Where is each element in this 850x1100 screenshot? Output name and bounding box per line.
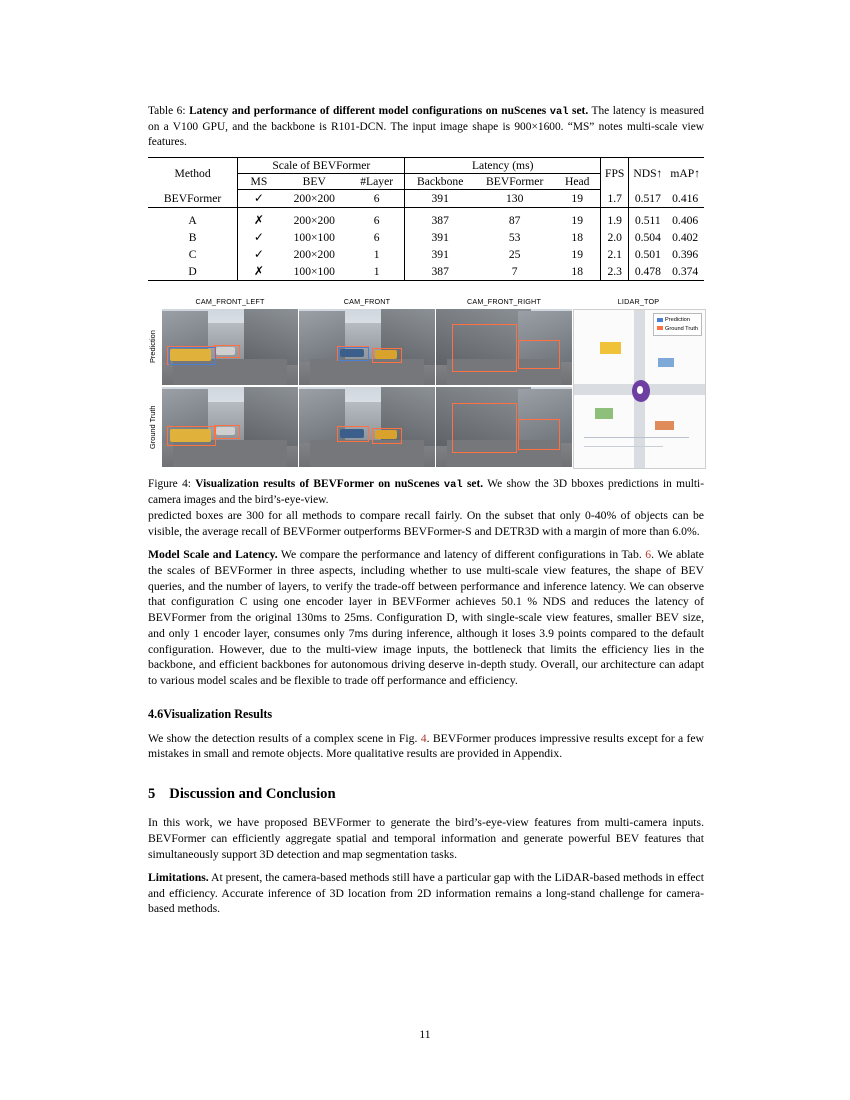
page-number: 11 bbox=[419, 1028, 431, 1041]
paragraph-text-a: We show the detection results of a complex scene in Fig. bbox=[148, 731, 421, 745]
cell-head: 19 bbox=[554, 190, 600, 208]
cell-method: BEVFormer bbox=[148, 190, 238, 208]
figure4-col-header-cam-front-left: CAM_FRONT_LEFT bbox=[195, 297, 265, 307]
figure4-image-pred-cam-front-left bbox=[162, 309, 298, 385]
cell-bevformer: 130 bbox=[475, 190, 555, 208]
cell-map: 0.396 bbox=[672, 248, 699, 262]
table6-header-nds: NDS↑ bbox=[629, 158, 667, 190]
cell-fps: 2.0 bbox=[601, 229, 629, 246]
cell-backbone: 391 bbox=[405, 246, 475, 263]
section-number-4-6: 4.6 bbox=[148, 706, 164, 721]
table-row bbox=[148, 229, 704, 246]
table6-header-map: mAP↑ bbox=[666, 158, 704, 190]
paragraph-recall: predicted boxes are 300 for all methods to compare recall fairly. On the subset that only 0-40% of objects can be visible, the average recall of BEVFormer outperforms BEVFormer-S and DETR3D with a margin of more than 6.0%. bbox=[148, 509, 704, 538]
figure4-caption-prefix: Figure 4: bbox=[148, 478, 196, 491]
cell-layer: 6 bbox=[349, 190, 405, 208]
cell-head: 19 bbox=[571, 248, 584, 262]
table6-header-row-1 bbox=[148, 158, 704, 174]
paragraph-visualization bbox=[148, 731, 704, 762]
paragraph-text-b: . BEVFormer produces impressive results except for a few mistakes in small and remote objects. More qualitative results are provided in Appendix. bbox=[148, 731, 704, 761]
table6-caption-mono: val bbox=[549, 106, 569, 118]
table6-header-bevformer: BEVFormer bbox=[475, 174, 555, 190]
paragraph-text-b: . We ablate the scales of BEVFormer in three aspects, including whether to use multi-scale view features, the shape of BEV queries, and the number of layers, to verify the trade-off between performance and inference latency. We can observe that configuration C using one encoder layer in BEVFormer achieves 50.1 % NDS and reduces the latency of BEVFormer from the original 130ms to 25ms. Configuration D, with single-scale view features, smaller BEV size, and only 1 encoder layer, consumes only 7ms during inference, although it loses 3.9 points compared to the default configuration. However, due to the multi-view image inputs, the bottleneck that limits the efficiency lies in the backbone, and efficient backbones for autonomous driving deserve in-depth study. Overall, our architecture can adapt to various model scales and be flexible to trade off performance and efficiency. bbox=[148, 548, 704, 687]
page-content bbox=[148, 104, 704, 925]
figure4-image-gt-cam-front-left bbox=[162, 387, 298, 467]
figure4-image-gt-cam-front-right bbox=[436, 387, 572, 467]
figure4-caption-bold: Visualization results of BEVFormer on nuScenes bbox=[195, 478, 444, 491]
cell-ms: ✓ bbox=[238, 190, 280, 208]
cell-method: B bbox=[188, 231, 197, 245]
paragraph-text-a: We compare the performance and latency of different configurations in Tab. bbox=[277, 548, 646, 562]
cell-backbone: 387 bbox=[405, 263, 475, 281]
cell-method: A bbox=[188, 214, 197, 228]
table6-header-latency-group: Latency (ms) bbox=[405, 158, 601, 174]
figure4-lidar-bev-view bbox=[573, 309, 706, 469]
table6-caption-rest: The latency is measured on a V100 GPU, and the backbone is R101-DCN. The input image shape is 900×1600. “MS” notes multi-scale view features. bbox=[148, 105, 704, 148]
table-row bbox=[148, 263, 704, 281]
cell-method: D bbox=[148, 263, 238, 281]
figure4-image-gt-cam-front bbox=[299, 387, 435, 467]
paragraph-conclusion: In this work, we have proposed BEVFormer to generate the bird’s-eye-view features from multi-camera inputs. BEVFormer can efficiently aggregate spatial and temporal information and generate powerful BEV features that simultaneously support 3D detection and map segmentation tasks. bbox=[148, 816, 704, 861]
cell-nds: 0.517 bbox=[629, 190, 667, 208]
section-heading-5 bbox=[148, 786, 704, 803]
cell-bevformer: 53 bbox=[508, 231, 521, 245]
table6-header-bev: BEV bbox=[280, 174, 349, 190]
cell-bev: 200×200 bbox=[293, 214, 335, 228]
cell-nds: 0.501 bbox=[629, 246, 667, 263]
table6-header-backbone: Backbone bbox=[405, 174, 475, 190]
cell-bev: 200×200 bbox=[280, 190, 349, 208]
figure4-image-pred-cam-front-right bbox=[436, 309, 572, 385]
cell-bevformer: 7 bbox=[475, 263, 555, 281]
cell-layer: 6 bbox=[373, 231, 380, 245]
legend-item-prediction bbox=[657, 316, 698, 324]
cell-ms: ✗ bbox=[238, 263, 280, 281]
table6-caption-bold: Latency and performance of different model configurations on nuScenes bbox=[189, 105, 550, 117]
legend-label-ground-truth: Ground Truth bbox=[665, 325, 698, 332]
figure4-row-label-ground-truth: Ground Truth bbox=[148, 405, 157, 449]
cell-fps: 1.9 bbox=[601, 208, 629, 230]
legend-label-prediction: Prediction bbox=[665, 317, 690, 324]
figure4-caption-mono: val bbox=[443, 479, 463, 492]
cell-map: 0.374 bbox=[666, 263, 704, 281]
table6 bbox=[148, 157, 704, 281]
cell-bev: 100×100 bbox=[280, 263, 349, 281]
table6-header-ms: MS bbox=[238, 174, 280, 190]
figure4-row-label-prediction: Prediction bbox=[148, 330, 157, 364]
paragraph-limitations bbox=[148, 870, 704, 917]
legend-item-ground-truth bbox=[657, 325, 698, 333]
cell-map: 0.416 bbox=[666, 190, 704, 208]
paragraph-text-limitations: At present, the camera-based methods still have a particular gap with the LiDAR-based methods in effect and efficiency. Accurate inference of 3D location from 2D information remains a long-stand challenge for camera-based methods. bbox=[148, 870, 704, 916]
paragraph-lead-limitations: Limitations. bbox=[148, 870, 209, 884]
figure4 bbox=[148, 297, 704, 508]
table6-caption-bold2: set. bbox=[568, 105, 589, 117]
figure4-col-header-cam-front-right: CAM_FRONT_RIGHT bbox=[466, 297, 542, 307]
cell-fps: 1.7 bbox=[601, 190, 629, 208]
table-row bbox=[148, 190, 704, 208]
cell-map: 0.406 bbox=[672, 214, 699, 228]
figure4-image-pred-cam-front bbox=[299, 309, 435, 385]
cell-layer: 1 bbox=[373, 248, 380, 262]
cell-head: 18 bbox=[554, 263, 600, 281]
table6-header-method: Method bbox=[148, 158, 238, 190]
section-title-5: Discussion and Conclusion bbox=[169, 786, 336, 803]
cell-backbone: 391 bbox=[405, 190, 475, 208]
cell-ms: ✓ bbox=[238, 246, 280, 263]
cell-fps: 2.3 bbox=[601, 263, 629, 281]
paragraph-lead-model-scale: Model Scale and Latency. bbox=[148, 548, 278, 562]
cell-bevformer: 87 bbox=[508, 214, 521, 228]
cell-layer: 1 bbox=[349, 263, 405, 281]
table6-header-scale-group: Scale of BEVFormer bbox=[238, 158, 405, 174]
figure4-caption-rest: We show the 3D bboxes predictions in multi-camera images and the bird’s-eye-view. bbox=[148, 478, 705, 506]
cell-bev: 100×100 bbox=[293, 231, 335, 245]
cell-head: 19 bbox=[571, 214, 584, 228]
cell-bev: 200×200 bbox=[293, 248, 335, 262]
table-row bbox=[148, 208, 704, 230]
table6-header-fps: FPS bbox=[601, 158, 629, 190]
cell-fps: 2.1 bbox=[601, 246, 629, 263]
figure4-legend bbox=[653, 313, 702, 336]
figure4-caption bbox=[148, 477, 704, 508]
paragraph-model-scale-latency bbox=[148, 547, 704, 689]
cell-map: 0.402 bbox=[672, 231, 699, 245]
figure-reference-4[interactable]: 4 bbox=[420, 731, 427, 745]
cell-nds: 0.478 bbox=[629, 263, 667, 281]
legend-swatch-prediction bbox=[657, 318, 663, 322]
cell-head: 18 bbox=[571, 231, 584, 245]
cell-backbone: 387 bbox=[405, 208, 475, 230]
cell-bevformer: 25 bbox=[508, 248, 521, 262]
cell-backbone: 391 bbox=[405, 229, 475, 246]
cell-nds: 0.504 bbox=[629, 229, 667, 246]
cell-ms: ✗ bbox=[238, 208, 280, 230]
figure4-col-header-cam-front: CAM_FRONT bbox=[343, 297, 391, 307]
section-title-4-6: Visualization Results bbox=[163, 706, 273, 721]
figure4-col-header-lidar-top: LIDAR_TOP bbox=[617, 297, 660, 307]
cell-nds: 0.511 bbox=[629, 208, 667, 230]
cell-layer: 6 bbox=[373, 214, 380, 228]
table6-caption bbox=[148, 104, 704, 150]
table-reference-6[interactable]: 6 bbox=[645, 548, 652, 562]
table6-header-layer: #Layer bbox=[349, 174, 405, 190]
figure4-caption-bold2: set. bbox=[462, 478, 484, 491]
section-heading-4-6 bbox=[148, 707, 704, 722]
cell-method: C bbox=[188, 248, 197, 262]
section-number-5: 5 bbox=[148, 786, 156, 803]
table6-caption-prefix: Table 6: bbox=[148, 105, 190, 117]
table6-header-head: Head bbox=[554, 174, 600, 190]
figure4-grid bbox=[148, 297, 704, 469]
cell-ms: ✓ bbox=[238, 229, 280, 246]
table-row bbox=[148, 246, 704, 263]
legend-swatch-ground-truth bbox=[657, 326, 663, 330]
